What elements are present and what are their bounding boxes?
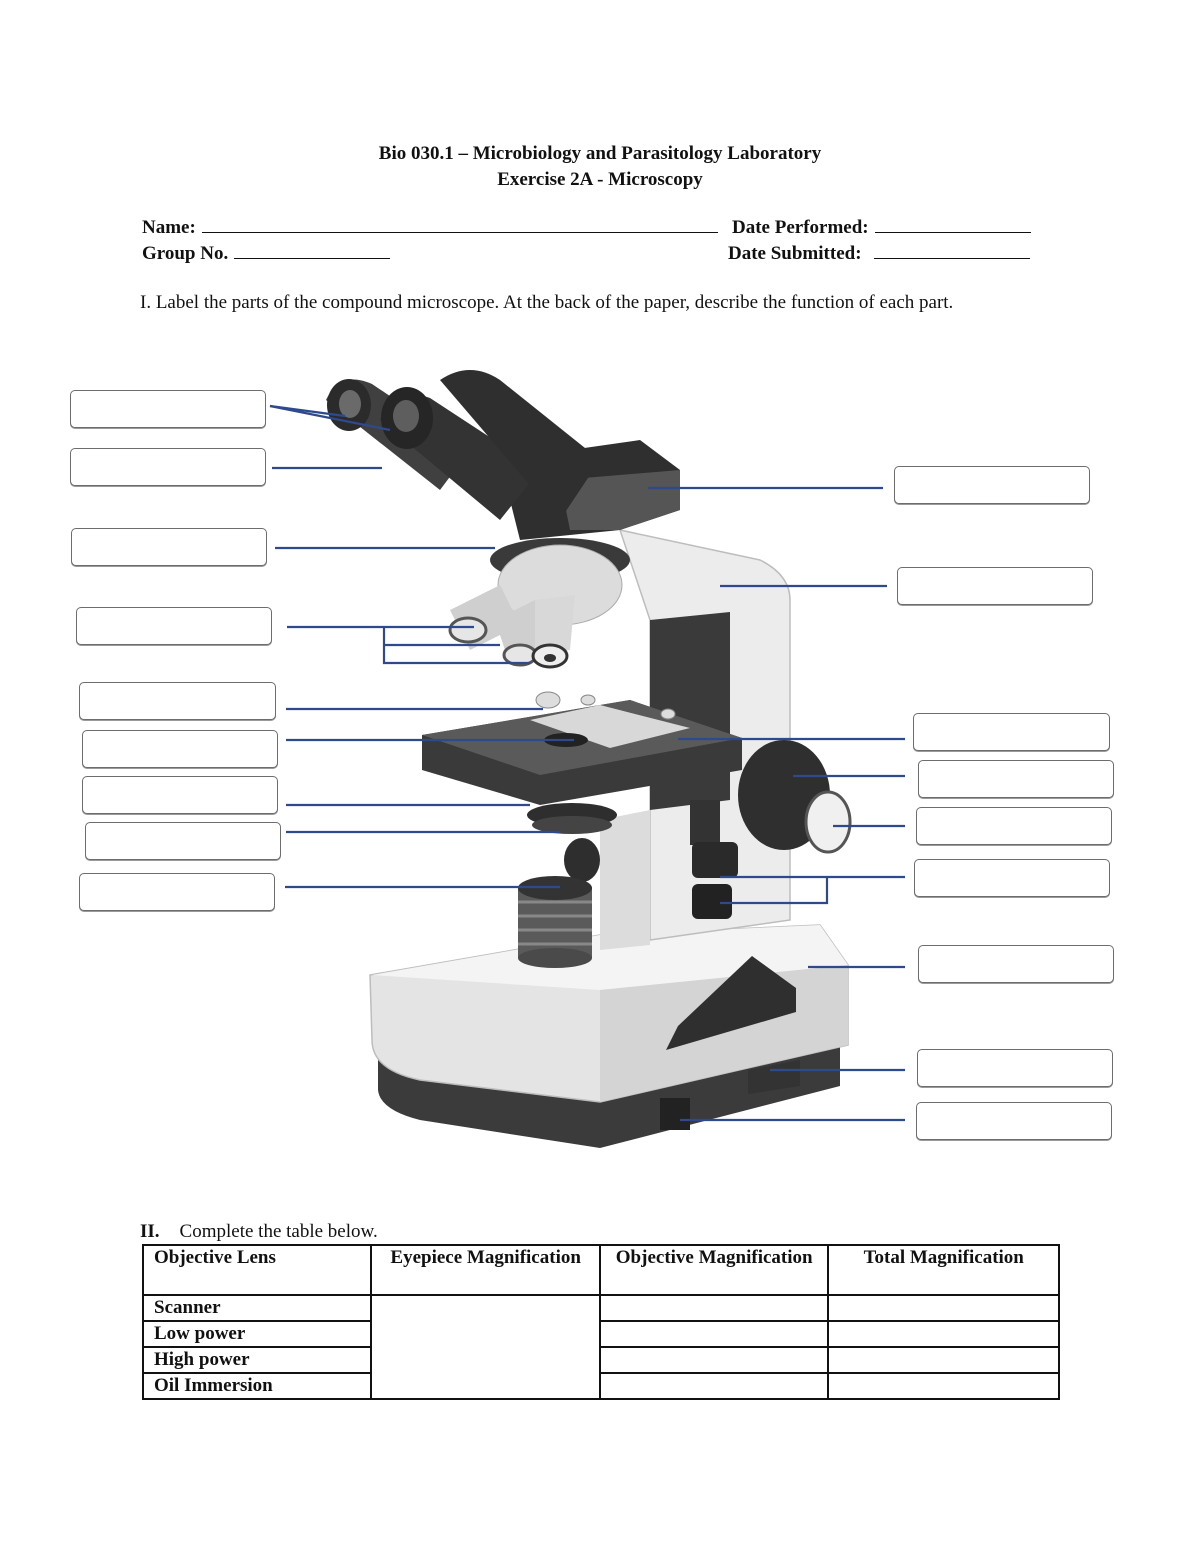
label-box-ocular[interactable] [70, 390, 266, 428]
header-total-magnification: Total Magnification [828, 1245, 1059, 1295]
label-box-arm[interactable] [897, 567, 1093, 605]
course-title: Bio 030.1 – Microbiology and Parasitology Laboratory [378, 143, 822, 164]
table-row [143, 1347, 1059, 1373]
label-box-nosepiece[interactable] [71, 528, 267, 566]
table-row [143, 1295, 1059, 1321]
base-illustration [370, 925, 848, 1148]
label-box-head[interactable] [894, 466, 1090, 504]
label-box-objectives[interactable] [76, 607, 272, 645]
label-box-fine-knob[interactable] [916, 807, 1112, 845]
header-objective-magnification: Objective Magnification [600, 1245, 829, 1295]
name-label: Name: [142, 217, 196, 238]
label-box-light-source[interactable] [79, 873, 275, 911]
row-label-low-power: Low power [143, 1321, 371, 1347]
date-submitted-label: Date Submitted: [728, 243, 862, 264]
exercise-title: Exercise 2A - Microscopy [497, 169, 703, 190]
total-cell-scanner[interactable] [828, 1295, 1059, 1321]
objective-cell-low-power[interactable] [600, 1321, 829, 1347]
part2-heading [140, 1221, 378, 1243]
light-source-illustration [518, 876, 592, 968]
label-box-stage-opening[interactable] [82, 730, 278, 768]
label-box-coarse-knob[interactable] [918, 760, 1114, 798]
label-box-stage-controls[interactable] [914, 859, 1110, 897]
eyepieces-illustration [326, 370, 600, 520]
eyepiece-cell[interactable] [371, 1295, 600, 1399]
table-row [143, 1321, 1059, 1347]
objectives-illustration [450, 545, 622, 667]
label-box-stage[interactable] [913, 713, 1110, 751]
label-box-power-switch[interactable] [916, 1102, 1112, 1140]
objective-cell-scanner[interactable] [600, 1295, 829, 1321]
label-box-stage-clip[interactable] [79, 682, 276, 720]
label-box-diopter[interactable] [70, 448, 266, 486]
magnification-table [142, 1244, 1060, 1400]
objective-cell-high-power[interactable] [600, 1347, 829, 1373]
table-header-row [143, 1245, 1059, 1295]
part1-instruction: I. Label the parts of the compound microscope. At the back of the paper, describe the function of each part. [140, 292, 954, 313]
group-no-label: Group No. [142, 243, 229, 264]
total-cell-oil-immersion[interactable] [828, 1373, 1059, 1399]
date-performed-label: Date Performed: [732, 217, 869, 238]
table-row [143, 1373, 1059, 1399]
header-eyepiece-magnification: Eyepiece Magnification [371, 1245, 600, 1295]
part2-number: II. [140, 1221, 160, 1242]
part2-instruction: Complete the table below. [179, 1221, 378, 1242]
label-box-diaphragm[interactable] [85, 822, 281, 860]
row-label-high-power: High power [143, 1347, 371, 1373]
label-box-condenser[interactable] [82, 776, 278, 814]
row-label-oil-immersion: Oil Immersion [143, 1373, 371, 1399]
objective-cell-oil-immersion[interactable] [600, 1373, 829, 1399]
header-objective-lens: Objective Lens [143, 1245, 371, 1295]
label-box-base[interactable] [918, 945, 1114, 983]
label-box-brightness[interactable] [917, 1049, 1113, 1087]
total-cell-low-power[interactable] [828, 1321, 1059, 1347]
total-cell-high-power[interactable] [828, 1347, 1059, 1373]
row-label-scanner: Scanner [143, 1295, 371, 1321]
